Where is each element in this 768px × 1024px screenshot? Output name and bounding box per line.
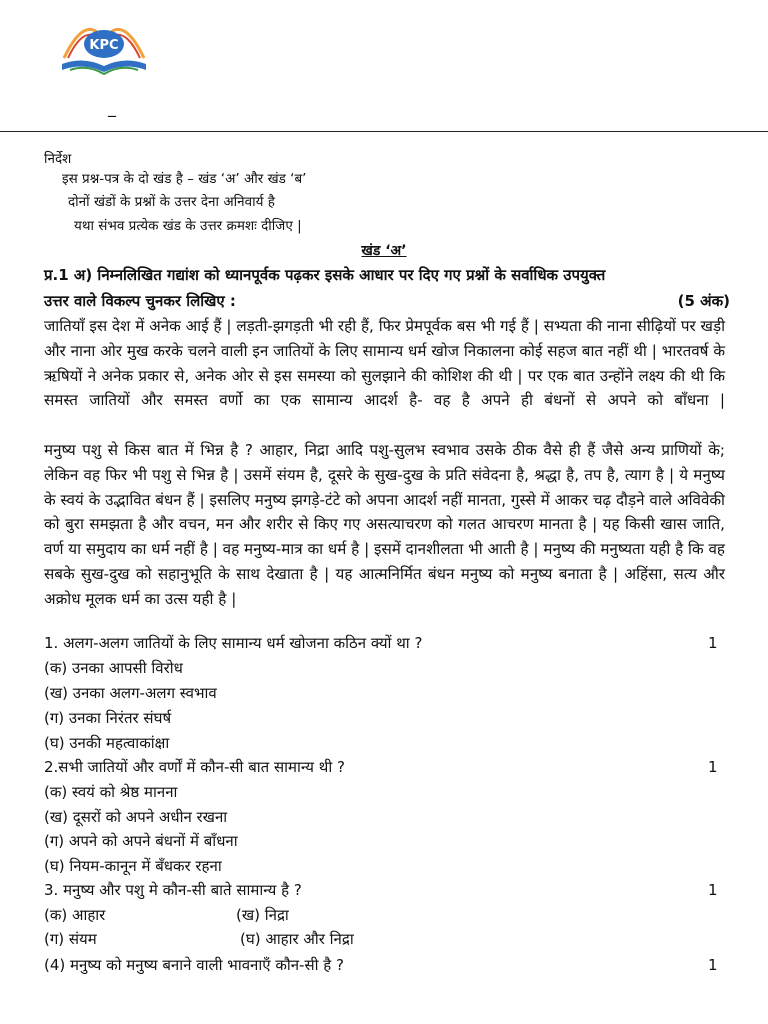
question-4: (4) मनुष्य को मनुष्य बनाने वाली भावनाएँ कौन-सी है ?: [44, 956, 344, 974]
option: (क) स्वयं को श्रेष्ठ मानना: [44, 783, 178, 801]
passage-paragraph-2: मनुष्य पशु से किस बात में भिन्न है ? आहार, निद्रा आदि पशु-सुलभ स्वभाव उसके ठीक वैसे ही हैं जैसे अन्य प्राणियों के; लेकिन वह फिर भी पशु से भिन्न है | उसमें संयम है, दूसरे के सुख-दुख के प्रति संवेदना है, श्रद्धा है, तप है, त्याग है | ये मनुष्य के स्वयं के उद्भावित बंधन हैं | इसलिए मनुष्य झगड़े-टंटे को अपना आदर्श नहीं मानता, गुस्से में आकर चढ़ दौड़ने वाले अविवेकी को बुरा समझता है और वचन, मन और शरीर से किए गए असत्याचरण को गलत आचरण मानता है | यह किसी खास जाति, वर्ण या समुदाय का धर्म नहीं है | वह मनुष्य-मात्र का धर्म है | इसमें दानशीलता भी आती है | मनुष्य की मनुष्यता यही है कि वह सबके सुख-दुख को सहानुभूति के साथ देखाता है | यह आत्मनिर्मित बंधन मनुष्य को मनुष्य बनाता है | अहिंसा, सत्य और अक्रोध मूलक धर्म का उत्स यही है |: [44, 441, 725, 608]
option: (ग) संयम: [44, 930, 97, 948]
question-2: 2.सभी जातियों और वर्णों में कौन-सी बात सामान्य थी ?: [44, 758, 345, 776]
question-1-marks: 1: [708, 634, 718, 652]
question-4-marks: 1: [708, 956, 718, 974]
kpc-logo: [56, 18, 152, 80]
question-3-marks: 1: [708, 881, 718, 899]
question-heading-line2-text: उत्तर वाले विकल्प चुनकर लिखिए :: [44, 292, 236, 310]
option: (घ) नियम-कानून में बँधकर रहना: [44, 857, 222, 875]
option: (ग) उनका निरंतर संघर्ष: [44, 709, 172, 727]
question-heading-line1: प्र.1 अ) निम्नलिखित गद्यांश को ध्यानपूर्वक पढ़कर इसके आधार पर दिए गए प्रश्नों के सर्वाधिक उपयुक्त: [44, 266, 606, 284]
option: (ग) अपने को अपने बंधनों में बाँधना: [44, 832, 238, 850]
question-2-marks: 1: [708, 758, 718, 776]
header-rule: [0, 131, 768, 132]
option: (ख) उनका अलग-अलग स्वभाव: [44, 684, 217, 702]
option: (क) उनका आपसी विरोध: [44, 659, 183, 677]
instructions-title: निर्देश: [44, 151, 72, 167]
option: (ख) निद्रा: [236, 906, 289, 924]
logo-text: KPC: [89, 38, 119, 53]
header-dash: _: [108, 98, 116, 117]
question-heading: [44, 262, 730, 314]
option: (ख) दूसरों को अपने अधीन रखना: [44, 808, 228, 826]
question-heading-line2: [44, 288, 730, 314]
question-marks: (5 अंक): [677, 292, 730, 310]
instruction-line: यथा संभव प्रत्येक खंड के उत्तर क्रमशः दीजिए |: [74, 218, 302, 234]
section-title: खंड ‘अ’: [361, 243, 407, 259]
passage-paragraph-1: जातियाँ इस देश में अनेक आई हैं | लड़ती-झगड़ती भी रही हैं, फिर प्रेमपूर्वक बस भी गई हैं | सभ्यता की नाना सीढ़ियों पर खड़ी और नाना ओर मुख करके चलने वाली इन जातियों के लिए सामान्य धर्म खोज निकालना कोई सहज बात नहीं थी | भारतवर्ष के ऋषियों ने अनेक प्रकार से, अनेक ओर से इस समस्या को सुलझाने की कोशिश की थी | पर एक बात उन्होंने लक्ष्य की थी कि समस्त जातियों और समस्त वर्णो का एक सामान्य आदर्श है- वह है अपने ही बंधनों से अपने को बाँधना |: [44, 317, 725, 410]
option: (घ) उनकी महत्वाकांक्षा: [44, 734, 170, 752]
instruction-line: दोनों खंडों के प्रश्नों के उत्तर देना अनिवार्य है: [68, 194, 275, 210]
instruction-line: इस प्रश्न-पत्र के दो खंड है – खंड ‘अ’ और खंड ‘ब’: [62, 171, 307, 187]
option: (क) आहार: [44, 906, 106, 924]
option: (घ) आहार और निद्रा: [240, 930, 354, 948]
question-1: 1. अलग-अलग जातियों के लिए सामान्य धर्म खोजना कठिन क्यों था ?: [44, 634, 423, 652]
question-3: 3. मनुष्य और पशु मे कौन-सी बाते सामान्य है ?: [44, 881, 302, 899]
